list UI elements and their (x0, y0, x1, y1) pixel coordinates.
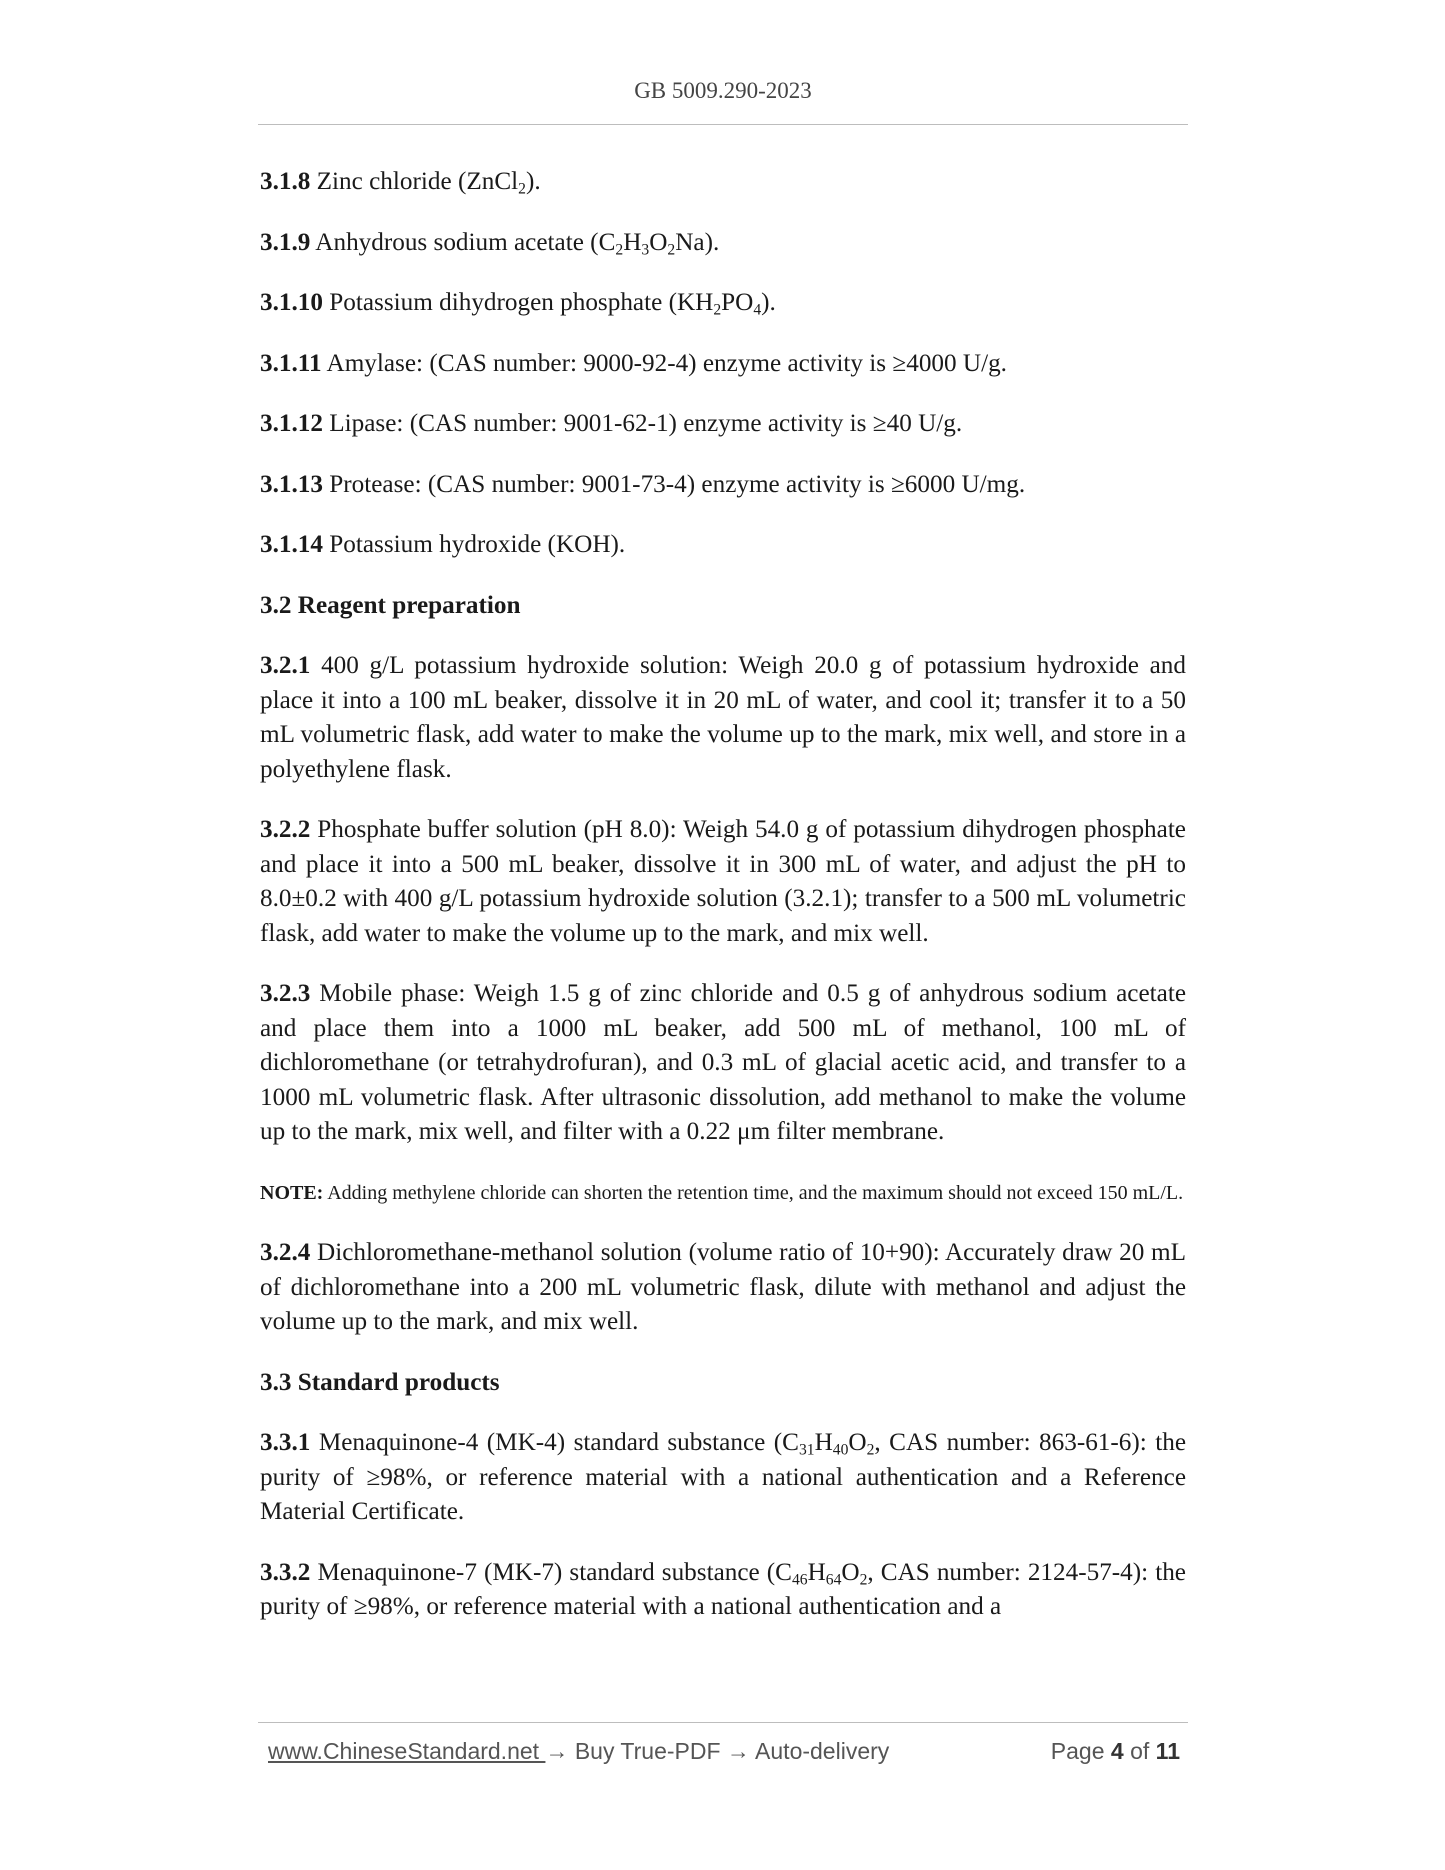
item-3-1-14: 3.1.14 Potassium hydroxide (KOH). (260, 531, 626, 558)
arrow-right-icon: → (726, 1738, 750, 1764)
item-3-1-13: 3.1.13 Protease: (CAS number: 9001-73-4) enzyme activity is ≥6000 U/mg. (260, 470, 1026, 498)
arrow-right-icon: → (545, 1738, 569, 1764)
item-3-3-1: 3.3.1 Menaquinone-4 (MK-4) standard substance ($C_{31}H_{40}O_2$, CAS number: 863-61-6): the purity of ≥98%, or reference material with a national authentication and a Reference Material Certificate. (260, 1429, 1186, 1525)
page-header (258, 78, 1188, 125)
chinesestandard-link[interactable]: www.ChineseStandard.net (268, 1738, 546, 1764)
heading-3-3: 3.3 Standard products (260, 1368, 500, 1396)
item-3-2-3: 3.2.3 Mobile phase: Weigh 1.5 g of zinc chloride and 0.5 g of anhydrous sodium acetate and place them into a 1000 mL beaker, add 500 mL of methanol, 100 mL of dichloromethane (or tetrahydrofuran), and 0.3 mL of glacial acetic acid, and transfer to a 1000 mL volumetric flask. After ultrasonic dissolution, add methanol to make the volume up to the mark, mix well, and filter with a 0.22 μm filter membrane. (260, 980, 1186, 1145)
item-3-2-1: 3.2.1 400 g/L potassium hydroxide solution: Weigh 20.0 g of potassium hydroxide and place it into a 100 mL beaker, dissolve it in 20 mL of water, and cool it; transfer it to a 50 mL volumetric flask, add water to make the volume up to the mark, mix well, and store in a polyethylene flask. (260, 652, 1186, 783)
page-indicator: Page 4 of 11 (1050, 1738, 1180, 1764)
current-page: 4 (1110, 1738, 1124, 1764)
item-3-1-11: 3.1.11 Amylase: (CAS number: 9000-92-4) enzyme activity is ≥4000 U/g. (260, 349, 1007, 377)
note: NOTE: Adding methylene chloride can shorten the retention time, and the maximum should not exceed 150 mL/L. (260, 1181, 1184, 1204)
footer-links (268, 1738, 889, 1764)
item-3-1-9: 3.1.9 Anhydrous sodium acetate $(C_2H_3O_2Na)$. (260, 228, 720, 258)
heading-3-2: 3.2 Reagent preparation (260, 591, 521, 619)
footer-divider (258, 1722, 1188, 1723)
total-pages: 11 (1155, 1738, 1180, 1764)
auto-delivery-text: Auto-delivery (749, 1738, 890, 1764)
item-3-2-4: 3.2.4 Dichloromethane-methanol solution (volume ratio of 10+90): Accurately draw 20 mL of dichloromethane into a 200 mL volumetric flask, dilute with methanol and adjust the volume up to the mark, and mix well. (260, 1239, 1186, 1335)
item-3-3-2: 3.3.2 Menaquinone-7 (MK-7) standard substance ($C_{46}H_{64}O_2$, CAS number: 2124-57-4): the purity of ≥98%, or reference material with a national authentication and a (260, 1558, 1186, 1620)
buy-pdf-text: Buy True-PDF (568, 1738, 727, 1764)
item-3-1-12: 3.1.12 Lipase: (CAS number: 9001-62-1) enzyme activity is ≥40 U/g. (260, 410, 963, 437)
document-code: GB 5009.290-2023 (634, 78, 812, 103)
document-body (260, 165, 1186, 1651)
page-footer (268, 1738, 1180, 1765)
item-3-1-10: 3.1.10 Potassium dihydrogen phosphate $(KH_2PO_4)$. (260, 289, 776, 319)
item-3-2-2: 3.2.2 Phosphate buffer solution (pH 8.0): Weigh 54.0 g of potassium dihydrogen phosphate and place it into a 500 mL beaker, dissolve it in 300 mL of water, and adjust the pH to 8.0±0.2 with 400 g/L potassium hydroxide solution (3.2.1); transfer to a 500 mL volumetric flask, add water to make the volume up to the mark, and mix well. (260, 816, 1186, 947)
item-3-1-8: 3.1.8 Zinc chloride (ZnCl$_2$). (260, 168, 541, 198)
